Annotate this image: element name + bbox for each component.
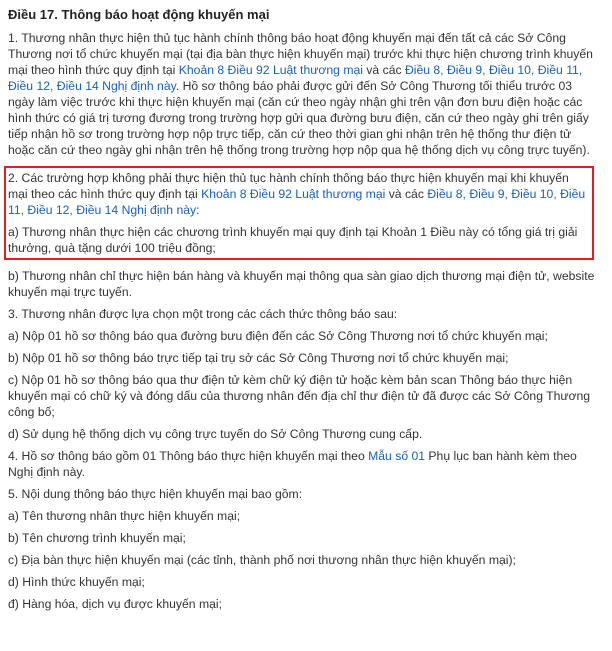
clause-1-text-a: 1. Thương nhân thực hiện thủ tục hành chính thông báo hoạt động khuyến mại đến tất cả các Sở Công Thương nơi tổ chức khuyến mại (tại địa bàn thực hiện khuyến mại) trước khi thực hiện chương trình khuyến mại theo hình thức quy định tại <box>8 31 593 77</box>
clause-1-text-b: và các <box>362 63 405 77</box>
clause-3b: b) Nộp 01 hồ sơ thông báo trực tiếp tại trụ sở các Sở Công Thương nơi tổ chức khuyến mại; <box>8 351 509 365</box>
clause-2b: b) Thương nhân chỉ thực hiện bán hàng và khuyến mại thông qua sàn giao dịch thương mại điện tử, website khuyến mại trực tuyến. <box>8 269 595 299</box>
clause-5c: c) Địa bàn thực hiện khuyến mại (các tỉnh, thành phố nơi thương nhân thực hiện khuyến mại); <box>8 553 516 567</box>
link-dieu-8-14-nghi-dinh-2[interactable]: Điều 8, Điều 9, Điều 10, Điều 11, Điều 12, Điều 14 Nghị định này <box>8 187 586 217</box>
clause-3d: d) Sử dụng hệ thống dịch vụ công trực tuyến do Sở Công Thương cung cấp. <box>8 427 423 441</box>
link-dieu-8-14-nghi-dinh[interactable]: Điều 8, Điều 9, Điều 10, Điều 11, Điều 12, Điều 14 Nghị định này <box>8 63 583 93</box>
clause-1 <box>8 30 596 158</box>
link-khoan-8-dieu-92-2[interactable]: Khoản 8 Điều 92 Luật thương mại <box>201 187 386 201</box>
article-title: Điều 17. Thông báo hoạt động khuyến mại <box>8 7 270 22</box>
clause-5a: a) Tên thương nhân thực hiện khuyến mại; <box>8 509 241 523</box>
clause-2-text-b: và các <box>385 187 428 201</box>
clause-4-text-b: Phụ lục ban hành kèm theo Nghị định này. <box>8 449 577 479</box>
clause-2-text-c: : <box>196 203 200 217</box>
clause-2-text-a: 2. Các trường hợp không phải thực hiện thủ tục hành chính thông báo thực hiện khuyến mại khi khuyến mại theo các hình thức quy định tại <box>8 171 569 201</box>
clause-4 <box>8 448 596 480</box>
highlight-box <box>4 166 594 260</box>
clause-3a: a) Nộp 01 hồ sơ thông báo qua đường bưu điện đến các Sở Công Thương nơi tổ chức khuyến mại; <box>8 329 548 343</box>
clause-4-text-a: 4. Hồ sơ thông báo gồm 01 Thông báo thực hiện khuyến mại theo <box>8 449 369 463</box>
clause-5e: đ) Hàng hóa, dịch vụ được khuyến mại; <box>8 597 222 611</box>
link-khoan-8-dieu-92[interactable]: Khoản 8 Điều 92 Luật thương mại <box>178 63 363 77</box>
clause-1-container <box>8 30 596 162</box>
clause-3: 3. Thương nhân được lựa chọn một trong các cách thức thông báo sau: <box>8 307 398 321</box>
clause-2 <box>8 170 588 218</box>
article-content <box>8 0 596 618</box>
clause-5: 5. Nội dung thông báo thực hiện khuyến mại bao gồm: <box>8 487 303 501</box>
clause-5b: b) Tên chương trình khuyến mại; <box>8 531 186 545</box>
clause-1-text-c: . Hồ sơ thông báo phải được gửi đến Sở Công Thương tối thiểu trước 03 ngày làm việc trước khi thực hiện khuyến mại (căn cứ theo ngày nhận ghi trên vận đơn bưu điện hoặc các hình thức có giá trị tương đương trong trường hợp gửi qua đường bưu điện, căn cứ theo ngày ghi trên giấy tiếp nhận hồ sơ trong trường hợp nộp trực tiếp, căn cứ theo thời gian ghi nhận trên hệ thống thư điện tử hoặc căn cứ theo ngày ghi nhận trên hệ thống trong trường hợp nộp qua hệ thống dịch vụ công trực tuyến). <box>8 79 590 157</box>
link-mau-so-01[interactable]: Mẫu số 01 <box>368 449 426 463</box>
clause-2a: a) Thương nhân thực hiện các chương trình khuyến mại quy định tại Khoản 1 Điều này có tổng giá trị giải thưởng, quà tặng dưới 100 triệu đồng; <box>8 225 578 255</box>
clause-5d: d) Hình thức khuyến mại; <box>8 575 145 589</box>
clause-3c: c) Nộp 01 hồ sơ thông báo qua thư điện tử kèm chữ ký điện tử hoặc kèm bản scan Thông báo thực hiện khuyến mại có chữ ký và đóng dấu của thương nhân đến địa chỉ thư điện tử đã được các Sở Công Thương công bố; <box>8 373 591 419</box>
